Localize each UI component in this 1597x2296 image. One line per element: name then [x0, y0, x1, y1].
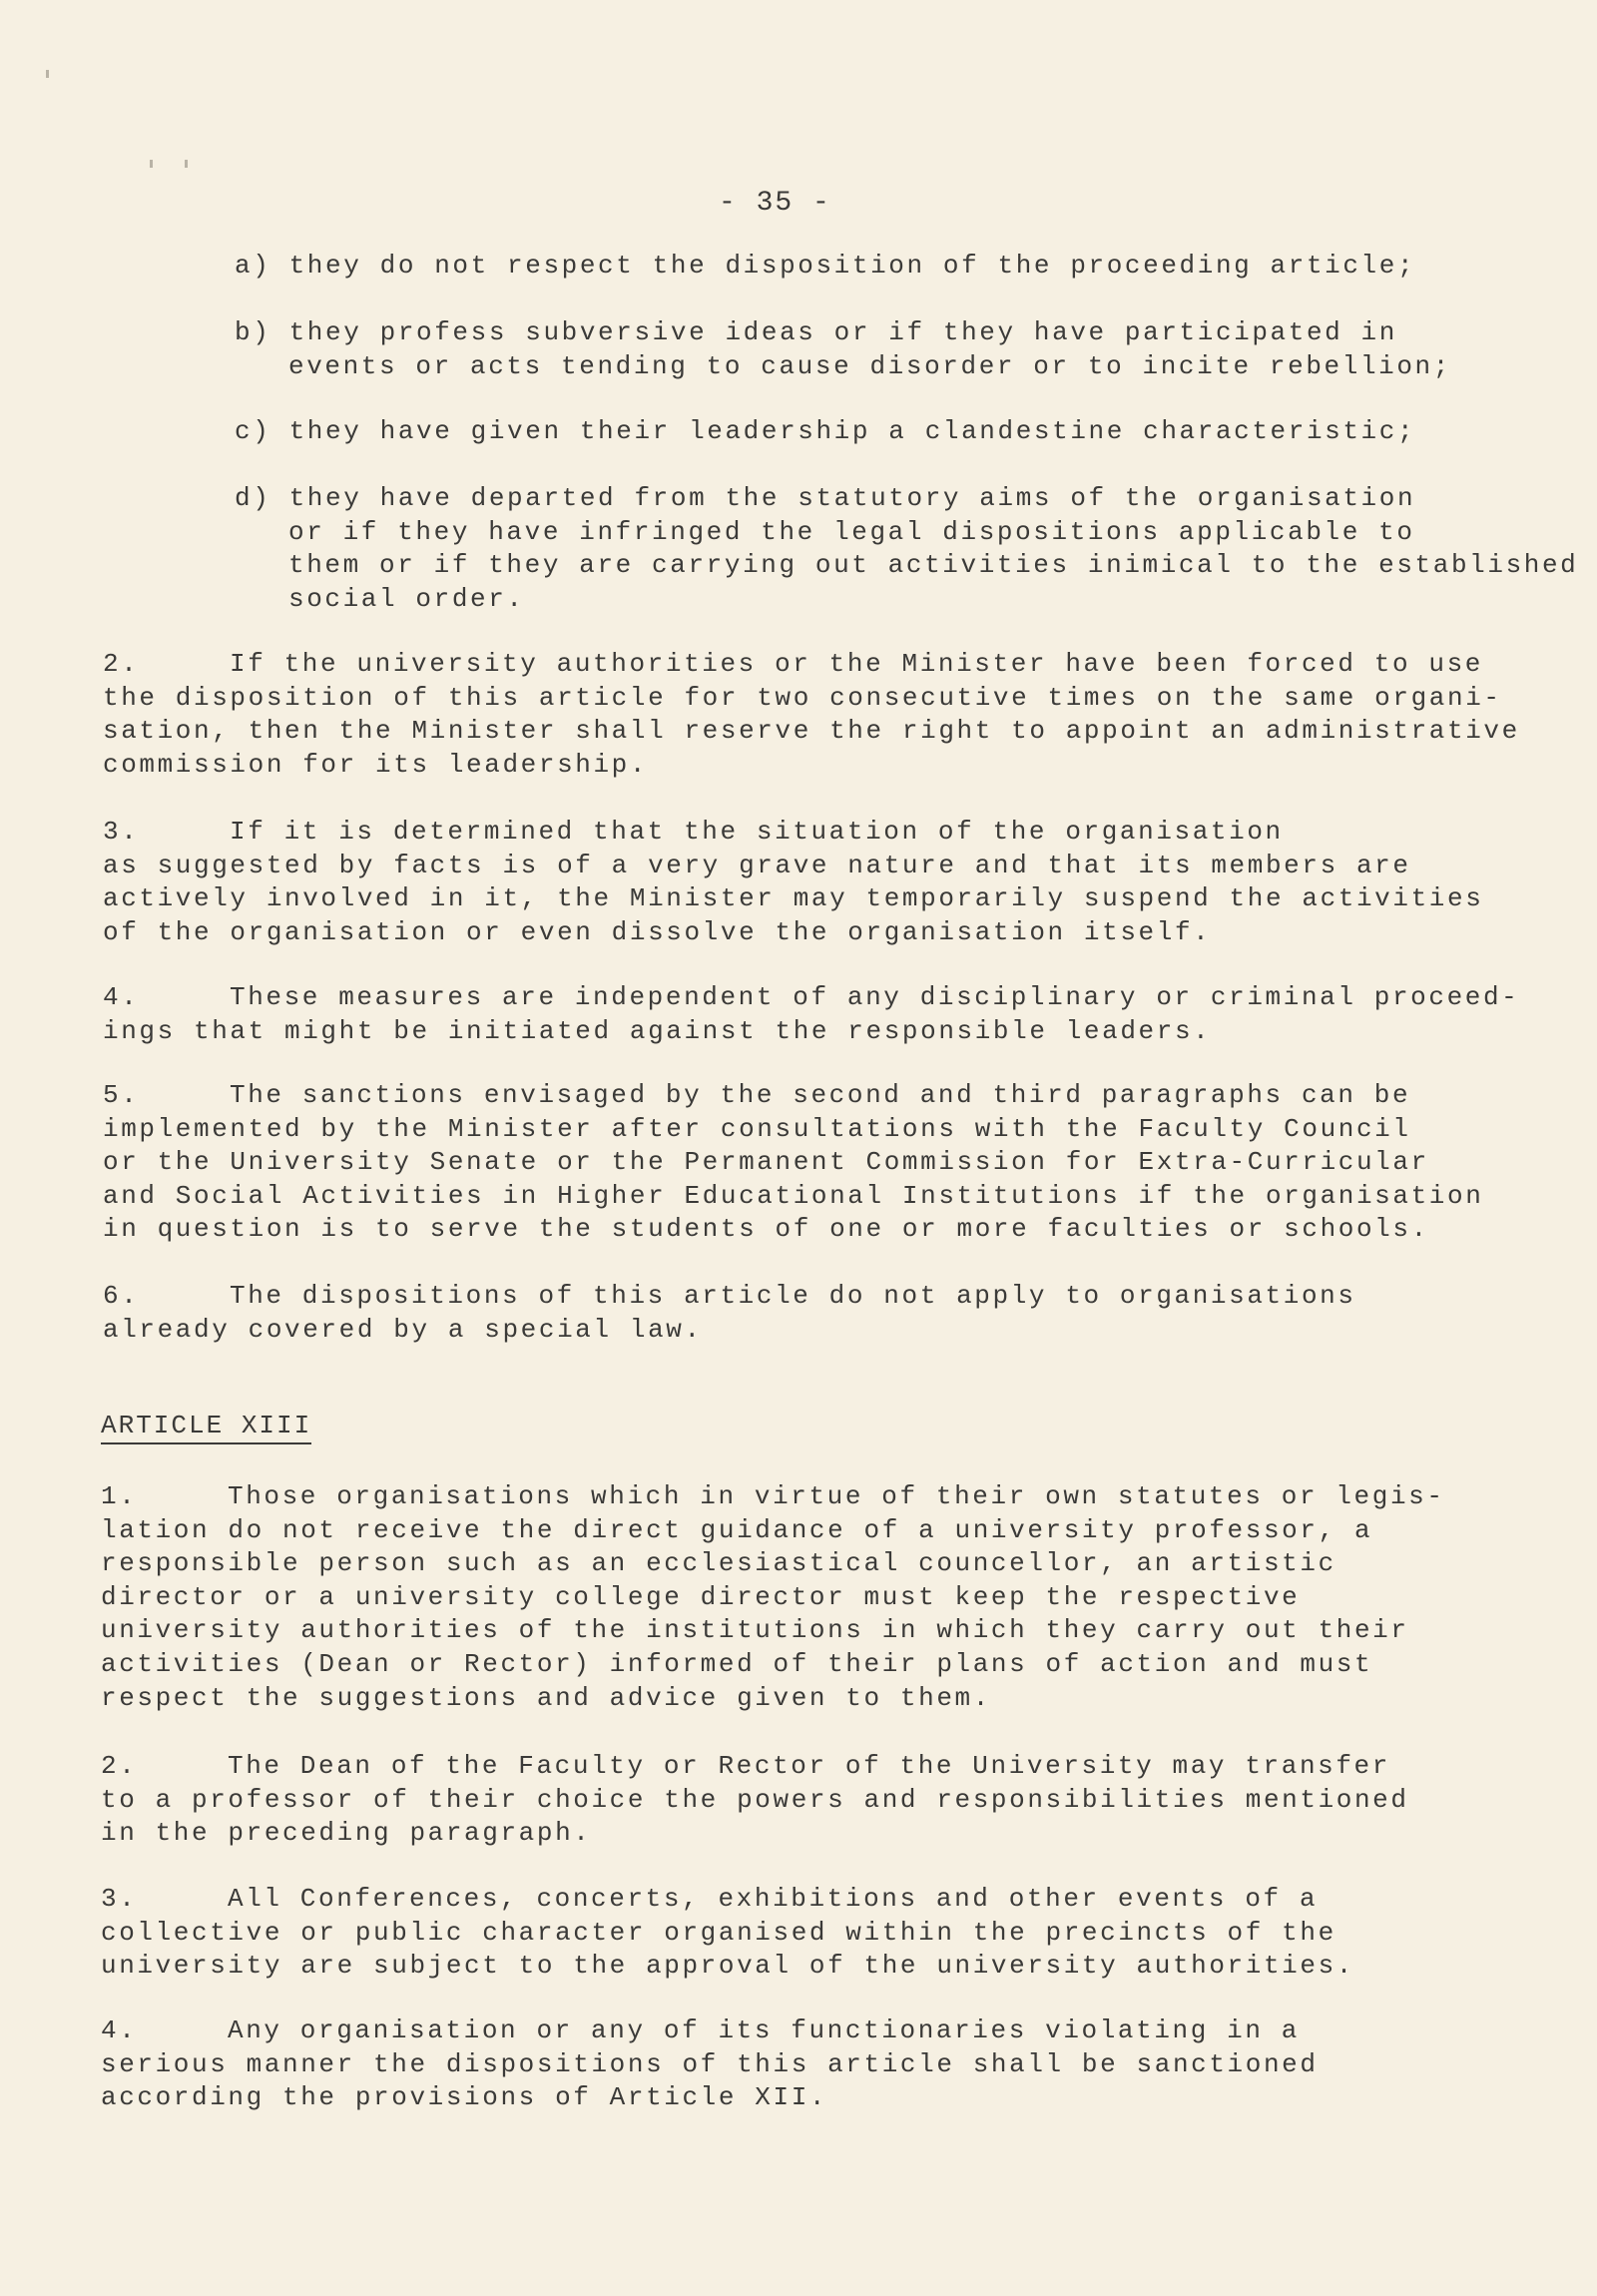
- paragraph-4: [103, 981, 1519, 1048]
- text-line: ings that might be initiated against the responsible leaders.: [103, 1015, 1212, 1046]
- text-line: them or if they are carrying out activities inimical to the established: [288, 550, 1579, 581]
- item-b: [235, 316, 1451, 383]
- text-line: All Conferences, concerts, exhibitions and other events of a: [228, 1884, 1319, 1914]
- paragraph-5: [103, 1079, 1483, 1247]
- text-line: Those organisations which in virtue of their own statutes or legis-: [228, 1481, 1445, 1511]
- text-line: they have departed from the statutory aims of the organisation: [288, 483, 1416, 513]
- text-line: serious manner the dispositions of this article shall be sanctioned: [101, 2048, 1319, 2079]
- text-line: The dispositions of this article do not apply to organisations: [230, 1281, 1356, 1311]
- article-heading: ARTICLE XIII: [101, 1411, 311, 1444]
- article-paragraph-4: [101, 2014, 1319, 2115]
- text-line: according the provisions of Article XII.: [101, 2082, 828, 2113]
- paper-speck: [185, 160, 188, 168]
- text-line: sation, then the Minister shall reserve the right to appoint an administrative: [103, 716, 1520, 747]
- item-c: [235, 415, 1415, 449]
- paragraph-number: 5.: [103, 1080, 140, 1110]
- text-line: If the university authorities or the Minister have been forced to use: [230, 649, 1483, 679]
- paragraph-2: [103, 648, 1520, 782]
- text-line: social order.: [288, 583, 525, 614]
- text-line: commission for its leadership.: [103, 749, 649, 780]
- text-line: they do not respect the disposition of the proceeding article;: [288, 251, 1416, 281]
- item-d: [235, 482, 1578, 616]
- paragraph-number: 4.: [101, 2015, 138, 2045]
- paragraph-number: 2.: [101, 1751, 138, 1781]
- paragraph-number: 1.: [101, 1481, 138, 1511]
- paragraph-number: 3.: [101, 1884, 138, 1914]
- text-line: lation do not receive the direct guidance of a university professor, a: [101, 1514, 1373, 1545]
- text-line: and Social Activities in Higher Educational Institutions if the organisation: [103, 1180, 1484, 1211]
- item-a: [235, 250, 1415, 284]
- text-line: If it is determined that the situation of the organisation: [230, 817, 1284, 847]
- text-line: or the University Senate or the Permanent Commission for Extra-Curricular: [103, 1147, 1429, 1178]
- paragraph-3: [103, 816, 1483, 949]
- paper-speck: [46, 70, 49, 78]
- paragraph-6: [103, 1280, 1356, 1347]
- text-line: university authorities of the institutions in which they carry out their: [101, 1615, 1409, 1646]
- article-paragraph-3: [101, 1883, 1354, 1984]
- paragraph-number: 6.: [103, 1281, 140, 1311]
- paper-speck: [150, 160, 153, 168]
- item-label: a): [235, 251, 271, 281]
- text-line: in the preceding paragraph.: [101, 1818, 592, 1849]
- item-label: b): [235, 317, 271, 347]
- text-line: actively involved in it, the Minister may temporarily suspend the activities: [103, 883, 1484, 914]
- text-line: or if they have infringed the legal dispositions applicable to: [288, 516, 1415, 547]
- paragraph-number: 2.: [103, 649, 140, 679]
- text-line: These measures are independent of any disciplinary or criminal proceed-: [230, 982, 1520, 1012]
- text-line: to a professor of their choice the powers and responsibilities mentioned: [101, 1784, 1409, 1815]
- text-line: The sanctions envisaged by the second and third paragraphs can be: [230, 1080, 1411, 1110]
- page-number: - 35 -: [719, 188, 831, 219]
- text-line: implemented by the Minister after consultations with the Faculty Council: [103, 1113, 1411, 1144]
- text-line: activities (Dean or Rector) informed of their plans of action and must: [101, 1648, 1373, 1679]
- text-line: university are subject to the approval of the university authorities.: [101, 1951, 1354, 1982]
- text-line: of the organisation or even dissolve the organisation itself.: [103, 916, 1212, 947]
- text-line: The Dean of the Faculty or Rector of the University may transfer: [228, 1751, 1390, 1781]
- text-line: in question is to serve the students of one or more faculties or schools.: [103, 1214, 1429, 1245]
- article-paragraph-1: [101, 1480, 1445, 1715]
- paragraph-number: 4.: [103, 982, 140, 1012]
- article-paragraph-2: [101, 1750, 1409, 1851]
- text-line: the disposition of this article for two consecutive times on the same organi-: [103, 682, 1502, 713]
- paragraph-number: 3.: [103, 817, 140, 847]
- text-line: respect the suggestions and advice given to them.: [101, 1682, 991, 1713]
- item-label: c): [235, 416, 271, 446]
- text-line: responsible person such as an ecclesiastical councellor, an artistic: [101, 1548, 1336, 1579]
- text-line: director or a university college director must keep the respective: [101, 1581, 1301, 1612]
- text-line: they have given their leadership a clandestine characteristic;: [288, 416, 1416, 446]
- text-line: already covered by a special law.: [103, 1314, 703, 1345]
- text-line: events or acts tending to cause disorder or to incite rebellion;: [288, 350, 1451, 381]
- text-line: they profess subversive ideas or if they have participated in: [288, 317, 1397, 347]
- text-line: Any organisation or any of its functionaries violating in a: [228, 2015, 1300, 2045]
- text-line: collective or public character organised within the precincts of the: [101, 1917, 1336, 1948]
- text-line: as suggested by facts is of a very grave nature and that its members are: [103, 850, 1411, 880]
- item-label: d): [235, 483, 271, 513]
